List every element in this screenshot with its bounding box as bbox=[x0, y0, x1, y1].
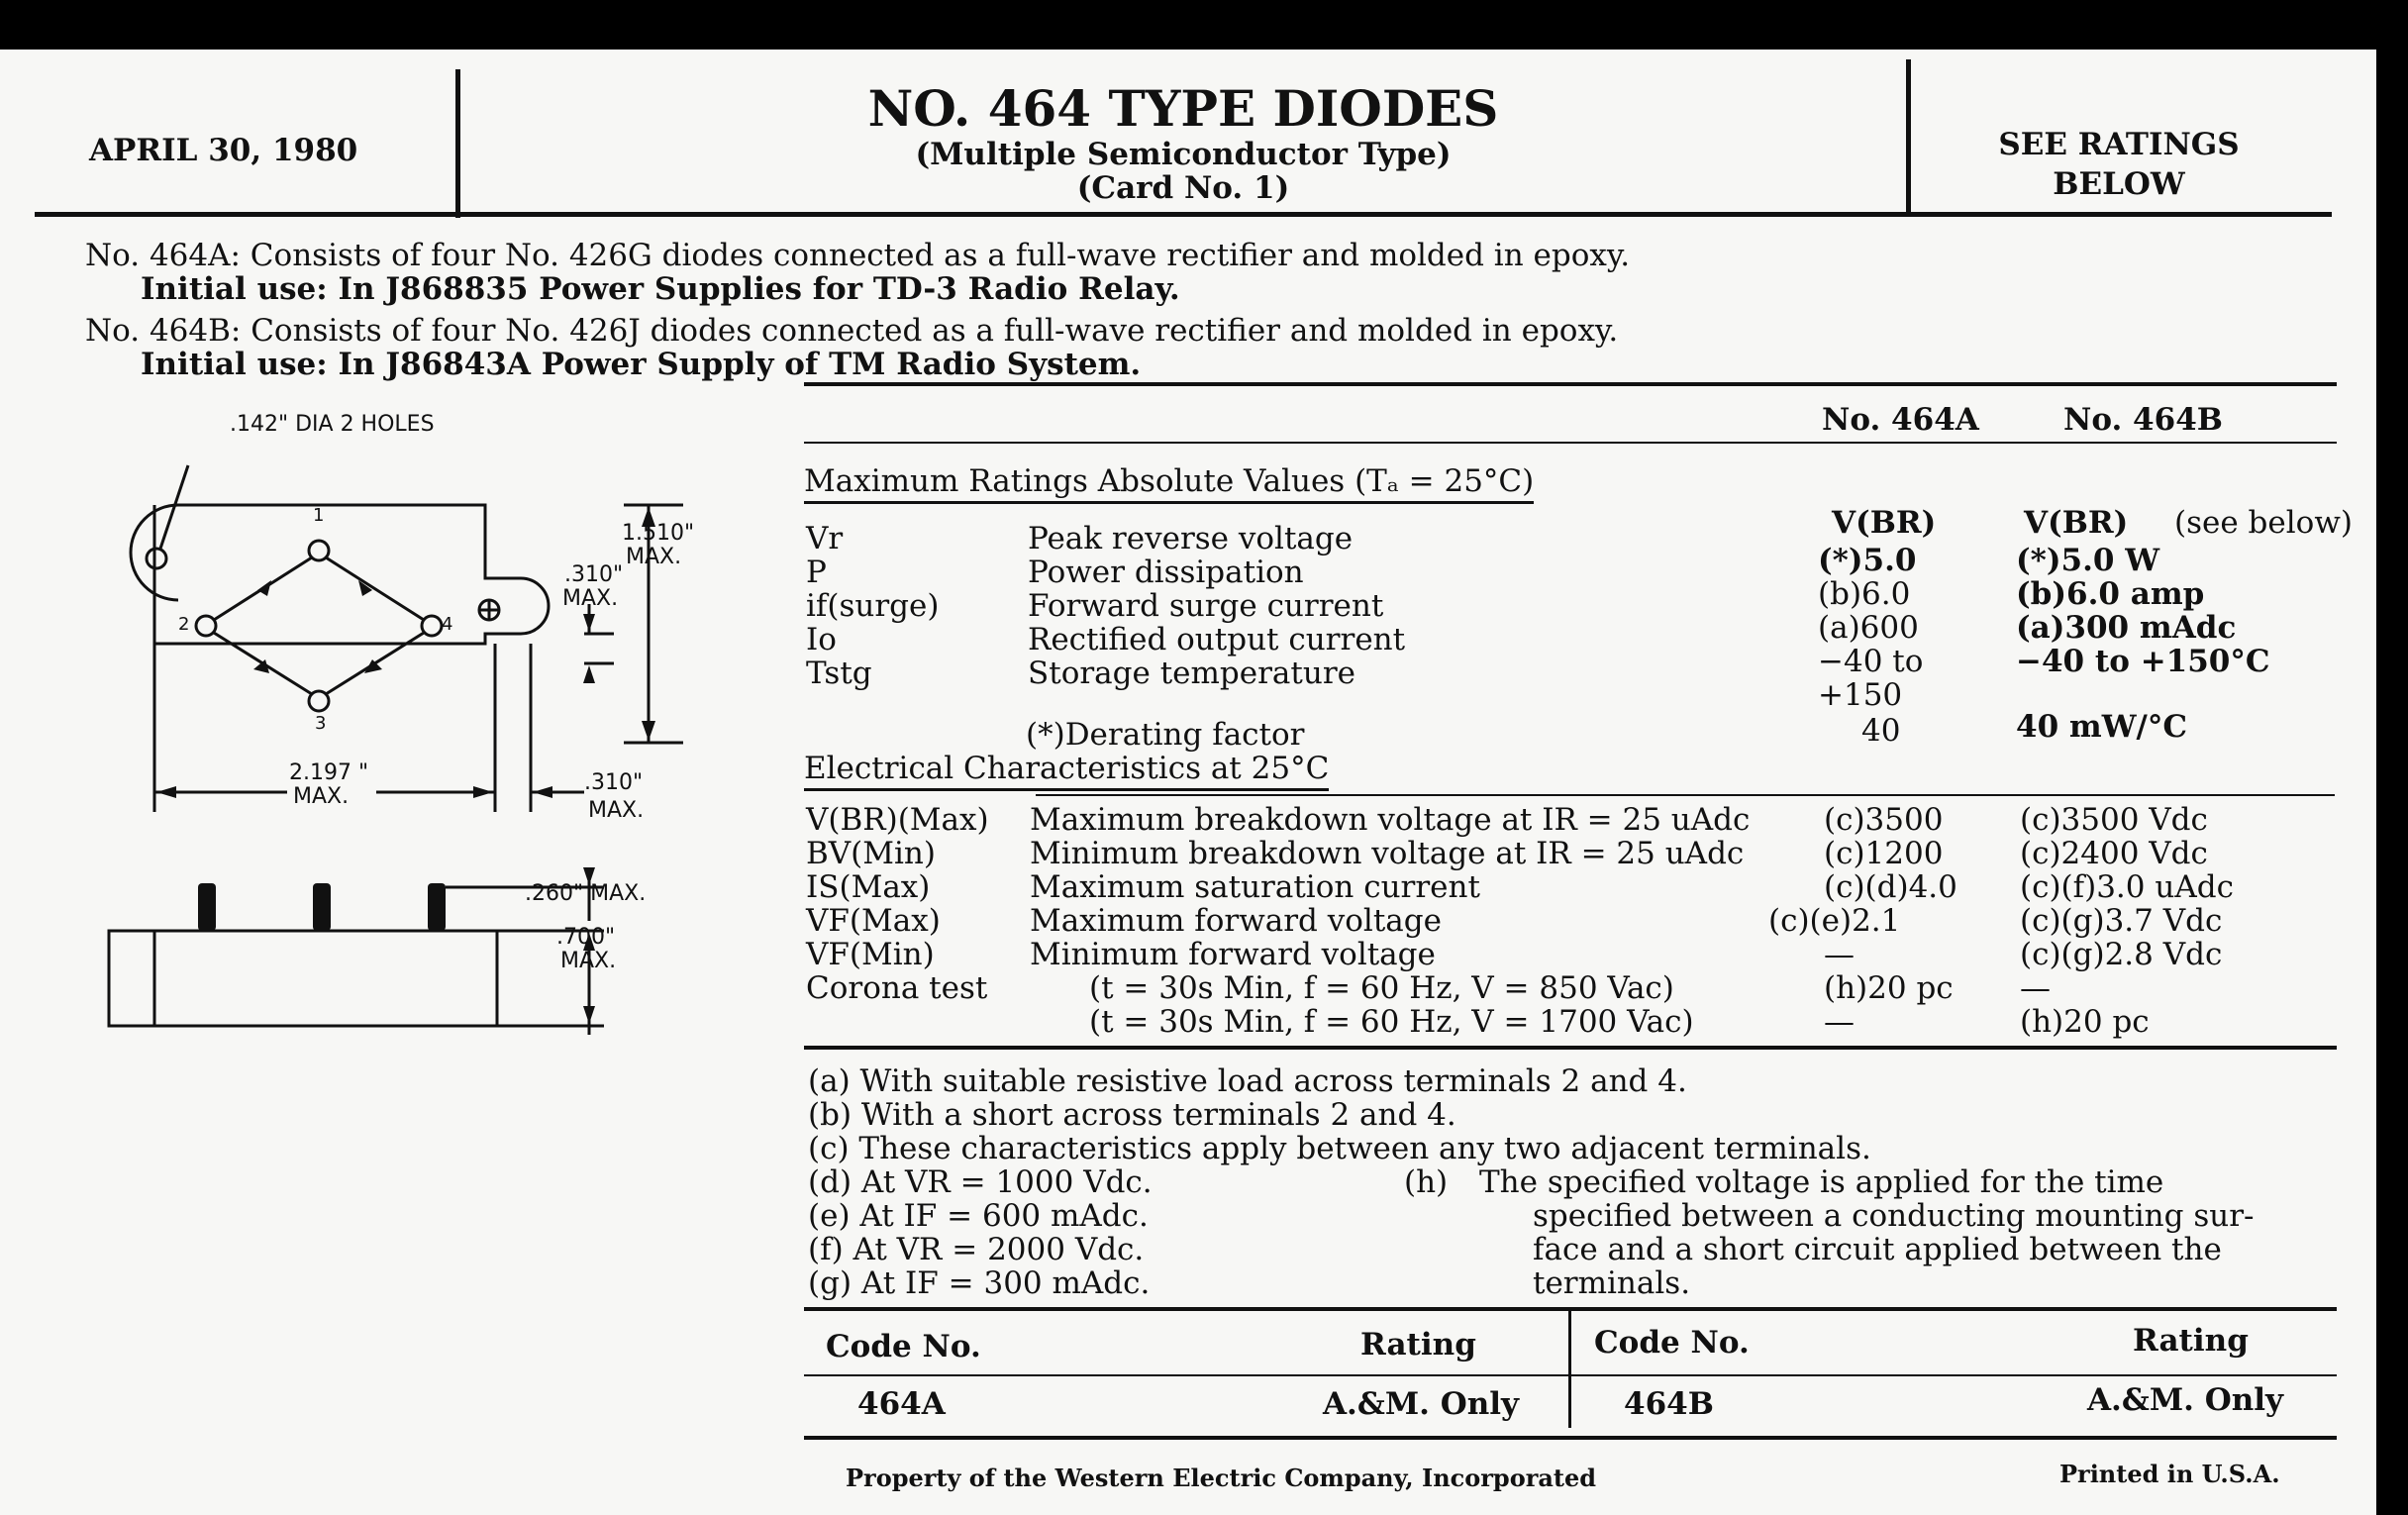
intro-rule bbox=[804, 382, 2337, 386]
ec-sym-3: VF(Max) bbox=[806, 903, 941, 939]
mr-b-0: (*)5.0 W bbox=[2016, 543, 2160, 578]
ec-a-0: (c)3500 bbox=[1824, 802, 1944, 838]
derating-a: 40 bbox=[1861, 713, 1901, 749]
dim-260: .260" MAX. bbox=[525, 881, 647, 906]
ec-desc-1: Minimum breakdown voltage at IR = 25 uAdc bbox=[1030, 836, 1745, 871]
note-h-label: (h) bbox=[1404, 1164, 1449, 1200]
ec-sym-4: VF(Min) bbox=[806, 937, 935, 972]
intro-464b: No. 464B: Consists of four No. 426J diodes connected as a full-wave rectifier and molded in epoxy. bbox=[85, 313, 1619, 349]
see-below: (see below) bbox=[2174, 505, 2353, 541]
code-464a: 464A bbox=[857, 1386, 946, 1422]
ec-b-6: (h)20 pc bbox=[2020, 1004, 2150, 1040]
terminal-2: 2 bbox=[178, 614, 190, 635]
code-table-mid bbox=[804, 1374, 2337, 1376]
intro-464a: No. 464A: Consists of four No. 426G diodes connected as a full-wave rectifier and molded in epoxy. bbox=[85, 238, 1631, 273]
note-h-1: The specified voltage is applied for the time bbox=[1479, 1164, 2164, 1200]
footer-printed: Printed in U.S.A. bbox=[2059, 1460, 2280, 1488]
derating-b: 40 mW/°C bbox=[2016, 709, 2188, 745]
max-ratings-heading: Maximum Ratings Absolute Values (Tₐ = 25°C) bbox=[804, 463, 1534, 504]
ec-desc-0: Maximum breakdown voltage at IR = 25 uAdc bbox=[1030, 802, 1751, 838]
electrical-heading: Electrical Characteristics at 25°C bbox=[804, 751, 1329, 791]
ec-desc-2: Maximum saturation current bbox=[1030, 869, 1480, 905]
code-header-left: Code No. bbox=[826, 1329, 981, 1364]
ec-sym-2: IS(Max) bbox=[806, 869, 931, 905]
ec-a-5: (h)20 pc bbox=[1824, 970, 1954, 1006]
mr-sym-4: Tstg bbox=[806, 656, 872, 691]
terminal-4: 4 bbox=[442, 614, 453, 635]
col-464b: No. 464B bbox=[2063, 402, 2223, 438]
dim-310b-max: MAX. bbox=[588, 798, 645, 823]
note-a: (a) With suitable resistive load across terminals 2 and 4. bbox=[808, 1063, 1687, 1099]
ec-a-1: (c)1200 bbox=[1824, 836, 1944, 871]
dim-310a-max: MAX. bbox=[562, 586, 619, 611]
ec-sym-5: Corona test bbox=[806, 970, 988, 1006]
data-card bbox=[0, 50, 2376, 1515]
note-f: (f) At VR = 2000 Vdc. bbox=[808, 1232, 1145, 1267]
header-divider-right bbox=[1906, 59, 1911, 213]
mr-a-1: (b)6.0 bbox=[1818, 576, 1911, 612]
page-title: NO. 464 TYPE DIODES bbox=[867, 79, 1499, 138]
ec-b-3: (c)(g)3.7 Vdc bbox=[2020, 903, 2223, 939]
see-ratings-line2: BELOW bbox=[2053, 166, 2185, 202]
derating-label: (*)Derating factor bbox=[1026, 717, 1305, 753]
ec-b-1: (c)2400 Vdc bbox=[2020, 836, 2208, 871]
vbr-label-b: V(BR) bbox=[2024, 505, 2129, 541]
ec-desc-6: (t = 30s Min, f = 60 Hz, V = 1700 Vac) bbox=[1089, 1004, 1694, 1040]
mr-desc-2: Forward surge current bbox=[1028, 588, 1384, 624]
notes-rule-top bbox=[804, 1046, 2337, 1050]
mount-hole-left bbox=[147, 549, 166, 568]
ec-desc-4: Minimum forward voltage bbox=[1030, 937, 1436, 972]
note-c: (c) These characteristics apply between any two adjacent terminals. bbox=[808, 1131, 1871, 1166]
mr-sym-0: Vr bbox=[806, 521, 844, 556]
code-header-right: Code No. bbox=[1594, 1325, 1750, 1361]
mr-a-3: −40 to bbox=[1818, 644, 1924, 679]
code-table-divider bbox=[1568, 1307, 1571, 1428]
ec-a-2: (c)(d)4.0 bbox=[1824, 869, 1957, 905]
dim-700-max: MAX. bbox=[560, 949, 617, 973]
mr-sym-2: if(surge) bbox=[806, 588, 940, 624]
rating-464b: A.&M. Only bbox=[2087, 1382, 2284, 1418]
dim-2197-max: MAX. bbox=[293, 784, 350, 809]
code-464b: 464B bbox=[1624, 1386, 1714, 1422]
col-464a: No. 464A bbox=[1822, 402, 1979, 438]
dim-310a: .310" bbox=[564, 562, 624, 587]
ec-b-5: — bbox=[2020, 970, 2051, 1006]
electrical-rule bbox=[1036, 794, 2335, 796]
mr-a-0: (*)5.0 bbox=[1818, 543, 1917, 578]
intro-464a-use: Initial use: In J868835 Power Supplies for TD-3 Radio Relay. bbox=[141, 271, 1180, 307]
mr-sym-1: P bbox=[806, 555, 827, 590]
note-d: (d) At VR = 1000 Vdc. bbox=[808, 1164, 1153, 1200]
mr-b-2: (a)300 mAdc bbox=[2016, 610, 2237, 646]
dim-700: .700" bbox=[556, 925, 616, 950]
footer-property: Property of the Western Electric Company, Incorporated bbox=[846, 1464, 1597, 1492]
mr-b-3: −40 to +150°C bbox=[2016, 644, 2270, 679]
mr-sym-3: Io bbox=[806, 622, 837, 657]
case-outline bbox=[131, 505, 549, 644]
columns-rule bbox=[804, 442, 2337, 444]
code-table-bottom bbox=[804, 1436, 2337, 1440]
note-h-2: specified between a conducting mounting sur- bbox=[1533, 1198, 2255, 1234]
page-subtitle: (Multiple Semiconductor Type) bbox=[915, 137, 1452, 172]
ec-b-4: (c)(g)2.8 Vdc bbox=[2020, 937, 2223, 972]
rating-header-right: Rating bbox=[2133, 1323, 2249, 1359]
ec-a-6: — bbox=[1824, 1004, 1855, 1040]
mr-desc-0: Peak reverse voltage bbox=[1028, 521, 1354, 556]
intro-464b-use: Initial use: In J86843A Power Supply of TM Radio System. bbox=[141, 347, 1142, 382]
note-g: (g) At IF = 300 mAdc. bbox=[808, 1265, 1151, 1301]
ec-b-0: (c)3500 Vdc bbox=[2020, 802, 2208, 838]
ec-desc-3: Maximum forward voltage bbox=[1030, 903, 1442, 939]
dim-1510-max: MAX. bbox=[626, 545, 682, 569]
ec-a-4: — bbox=[1824, 937, 1855, 972]
dim-1510: 1.510" bbox=[622, 521, 695, 546]
card-number: (Card No. 1) bbox=[1076, 170, 1290, 206]
header-rule bbox=[35, 212, 2332, 217]
ec-a-3: (c)(e)2.1 bbox=[1768, 903, 1901, 939]
note-e: (e) At IF = 600 mAdc. bbox=[808, 1198, 1149, 1234]
dim-2197: 2.197 " bbox=[289, 760, 369, 785]
dim-310b: .310" bbox=[584, 770, 644, 795]
ec-sym-1: BV(Min) bbox=[806, 836, 936, 871]
note-h-4: terminals. bbox=[1533, 1265, 1691, 1301]
note-h-3: face and a short circuit applied between the bbox=[1533, 1232, 2222, 1267]
mr-b-1: (b)6.0 amp bbox=[2016, 576, 2205, 612]
vbr-label-a: V(BR) bbox=[1832, 505, 1937, 541]
note-b: (b) With a short across terminals 2 and 4. bbox=[808, 1097, 1456, 1133]
mr-a-4: +150 bbox=[1818, 677, 1903, 713]
ec-desc-5: (t = 30s Min, f = 60 Hz, V = 850 Vac) bbox=[1089, 970, 1674, 1006]
see-ratings-line1: SEE RATINGS bbox=[1998, 127, 2240, 162]
mr-desc-4: Storage temperature bbox=[1028, 656, 1355, 691]
terminal-1: 1 bbox=[313, 505, 325, 526]
mr-desc-1: Power dissipation bbox=[1028, 555, 1304, 590]
ec-sym-0: V(BR)(Max) bbox=[806, 802, 989, 838]
issue-date: APRIL 30, 1980 bbox=[89, 133, 358, 168]
terminal-3: 3 bbox=[315, 713, 327, 734]
holes-label: .142" DIA 2 HOLES bbox=[230, 412, 435, 437]
mr-desc-3: Rectified output current bbox=[1028, 622, 1406, 657]
rating-header-left: Rating bbox=[1360, 1327, 1476, 1363]
rating-464a: A.&M. Only bbox=[1323, 1386, 1520, 1422]
ec-b-2: (c)(f)3.0 uAdc bbox=[2020, 869, 2234, 905]
mr-a-2: (a)600 bbox=[1818, 610, 1919, 646]
